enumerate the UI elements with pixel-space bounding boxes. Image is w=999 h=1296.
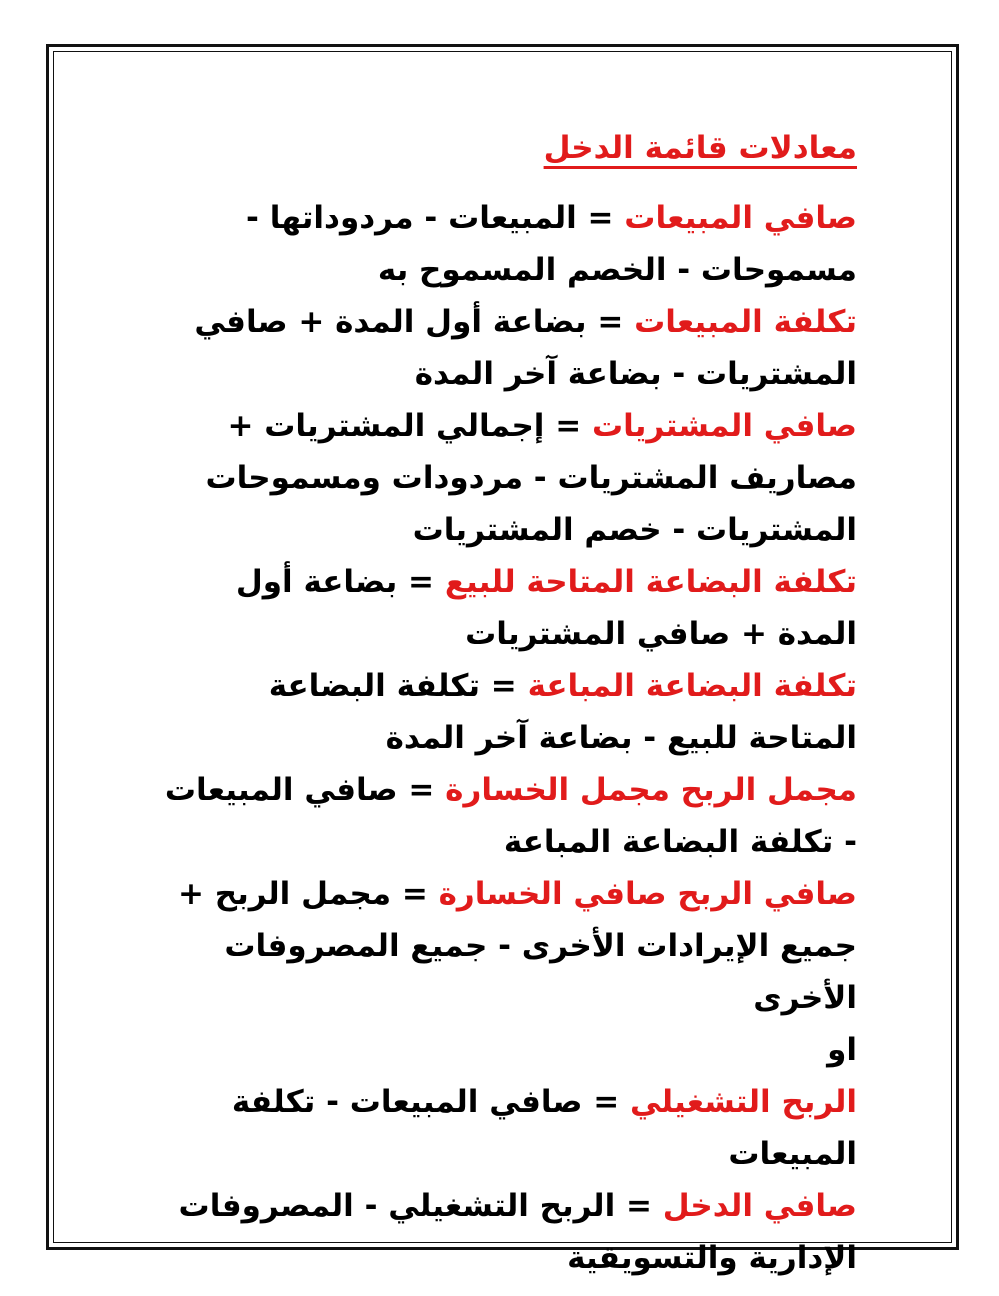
or-separator: او xyxy=(827,1032,857,1068)
equation-formula: = بضاعة أول المدة + صافي المشتريات xyxy=(235,564,857,652)
document-content xyxy=(157,122,857,1284)
equation-cost-goods-sold xyxy=(157,660,857,764)
equation-operating-profit xyxy=(157,1076,857,1180)
equation-term: صافي المبيعات xyxy=(624,200,857,236)
equation-formula: = مجمل الربح + جميع الإيرادات الأخرى - جميع المصروفات الأخرى xyxy=(177,876,857,1016)
equation-term: تكلفة المبيعات xyxy=(634,304,857,340)
equation-term: صافي المشتريات xyxy=(591,408,857,444)
equation-term: صافي الربح صافي الخسارة xyxy=(438,876,857,912)
equation-term: مجمل الربح مجمل الخسارة xyxy=(445,772,857,808)
equation-net-sales xyxy=(157,192,857,296)
equation-term: الربح التشغيلي xyxy=(630,1084,857,1120)
equation-formula: = إجمالي المشتريات + مصاريف المشتريات - مردودات ومسموحات المشتريات - خصم المشتريات xyxy=(205,408,857,548)
equation-gross-profit xyxy=(157,764,857,868)
equation-goods-available xyxy=(157,556,857,660)
equation-term: تكلفة البضاعة المتاحة للبيع xyxy=(444,564,857,600)
equation-formula: = المبيعات - مردوداتها - مسموحات - الخصم المسموح به xyxy=(246,200,857,288)
equation-formula: = بضاعة أول المدة + صافي المشتريات - بضاعة آخر المدة xyxy=(194,304,857,392)
equation-net-profit xyxy=(157,868,857,1024)
equation-formula: = صافي المبيعات - تكلفة المبيعات xyxy=(231,1084,857,1172)
equation-formula: = الربح التشغيلي - المصروفات الإدارية والتسويقية xyxy=(178,1188,857,1276)
equation-term: صافي الدخل xyxy=(662,1188,857,1224)
equation-formula: = صافي المبيعات - تكلفة البضاعة المباعة xyxy=(164,772,857,860)
equation-net-purchases xyxy=(157,400,857,556)
page-title: معادلات قائمة الدخل xyxy=(543,130,857,166)
equation-cost-of-sales xyxy=(157,296,857,400)
equation-net-income xyxy=(157,1180,857,1284)
equation-term: تكلفة البضاعة المباعة xyxy=(527,668,857,704)
equation-formula: = تكلفة البضاعة المتاحة للبيع - بضاعة آخر المدة xyxy=(268,668,857,756)
